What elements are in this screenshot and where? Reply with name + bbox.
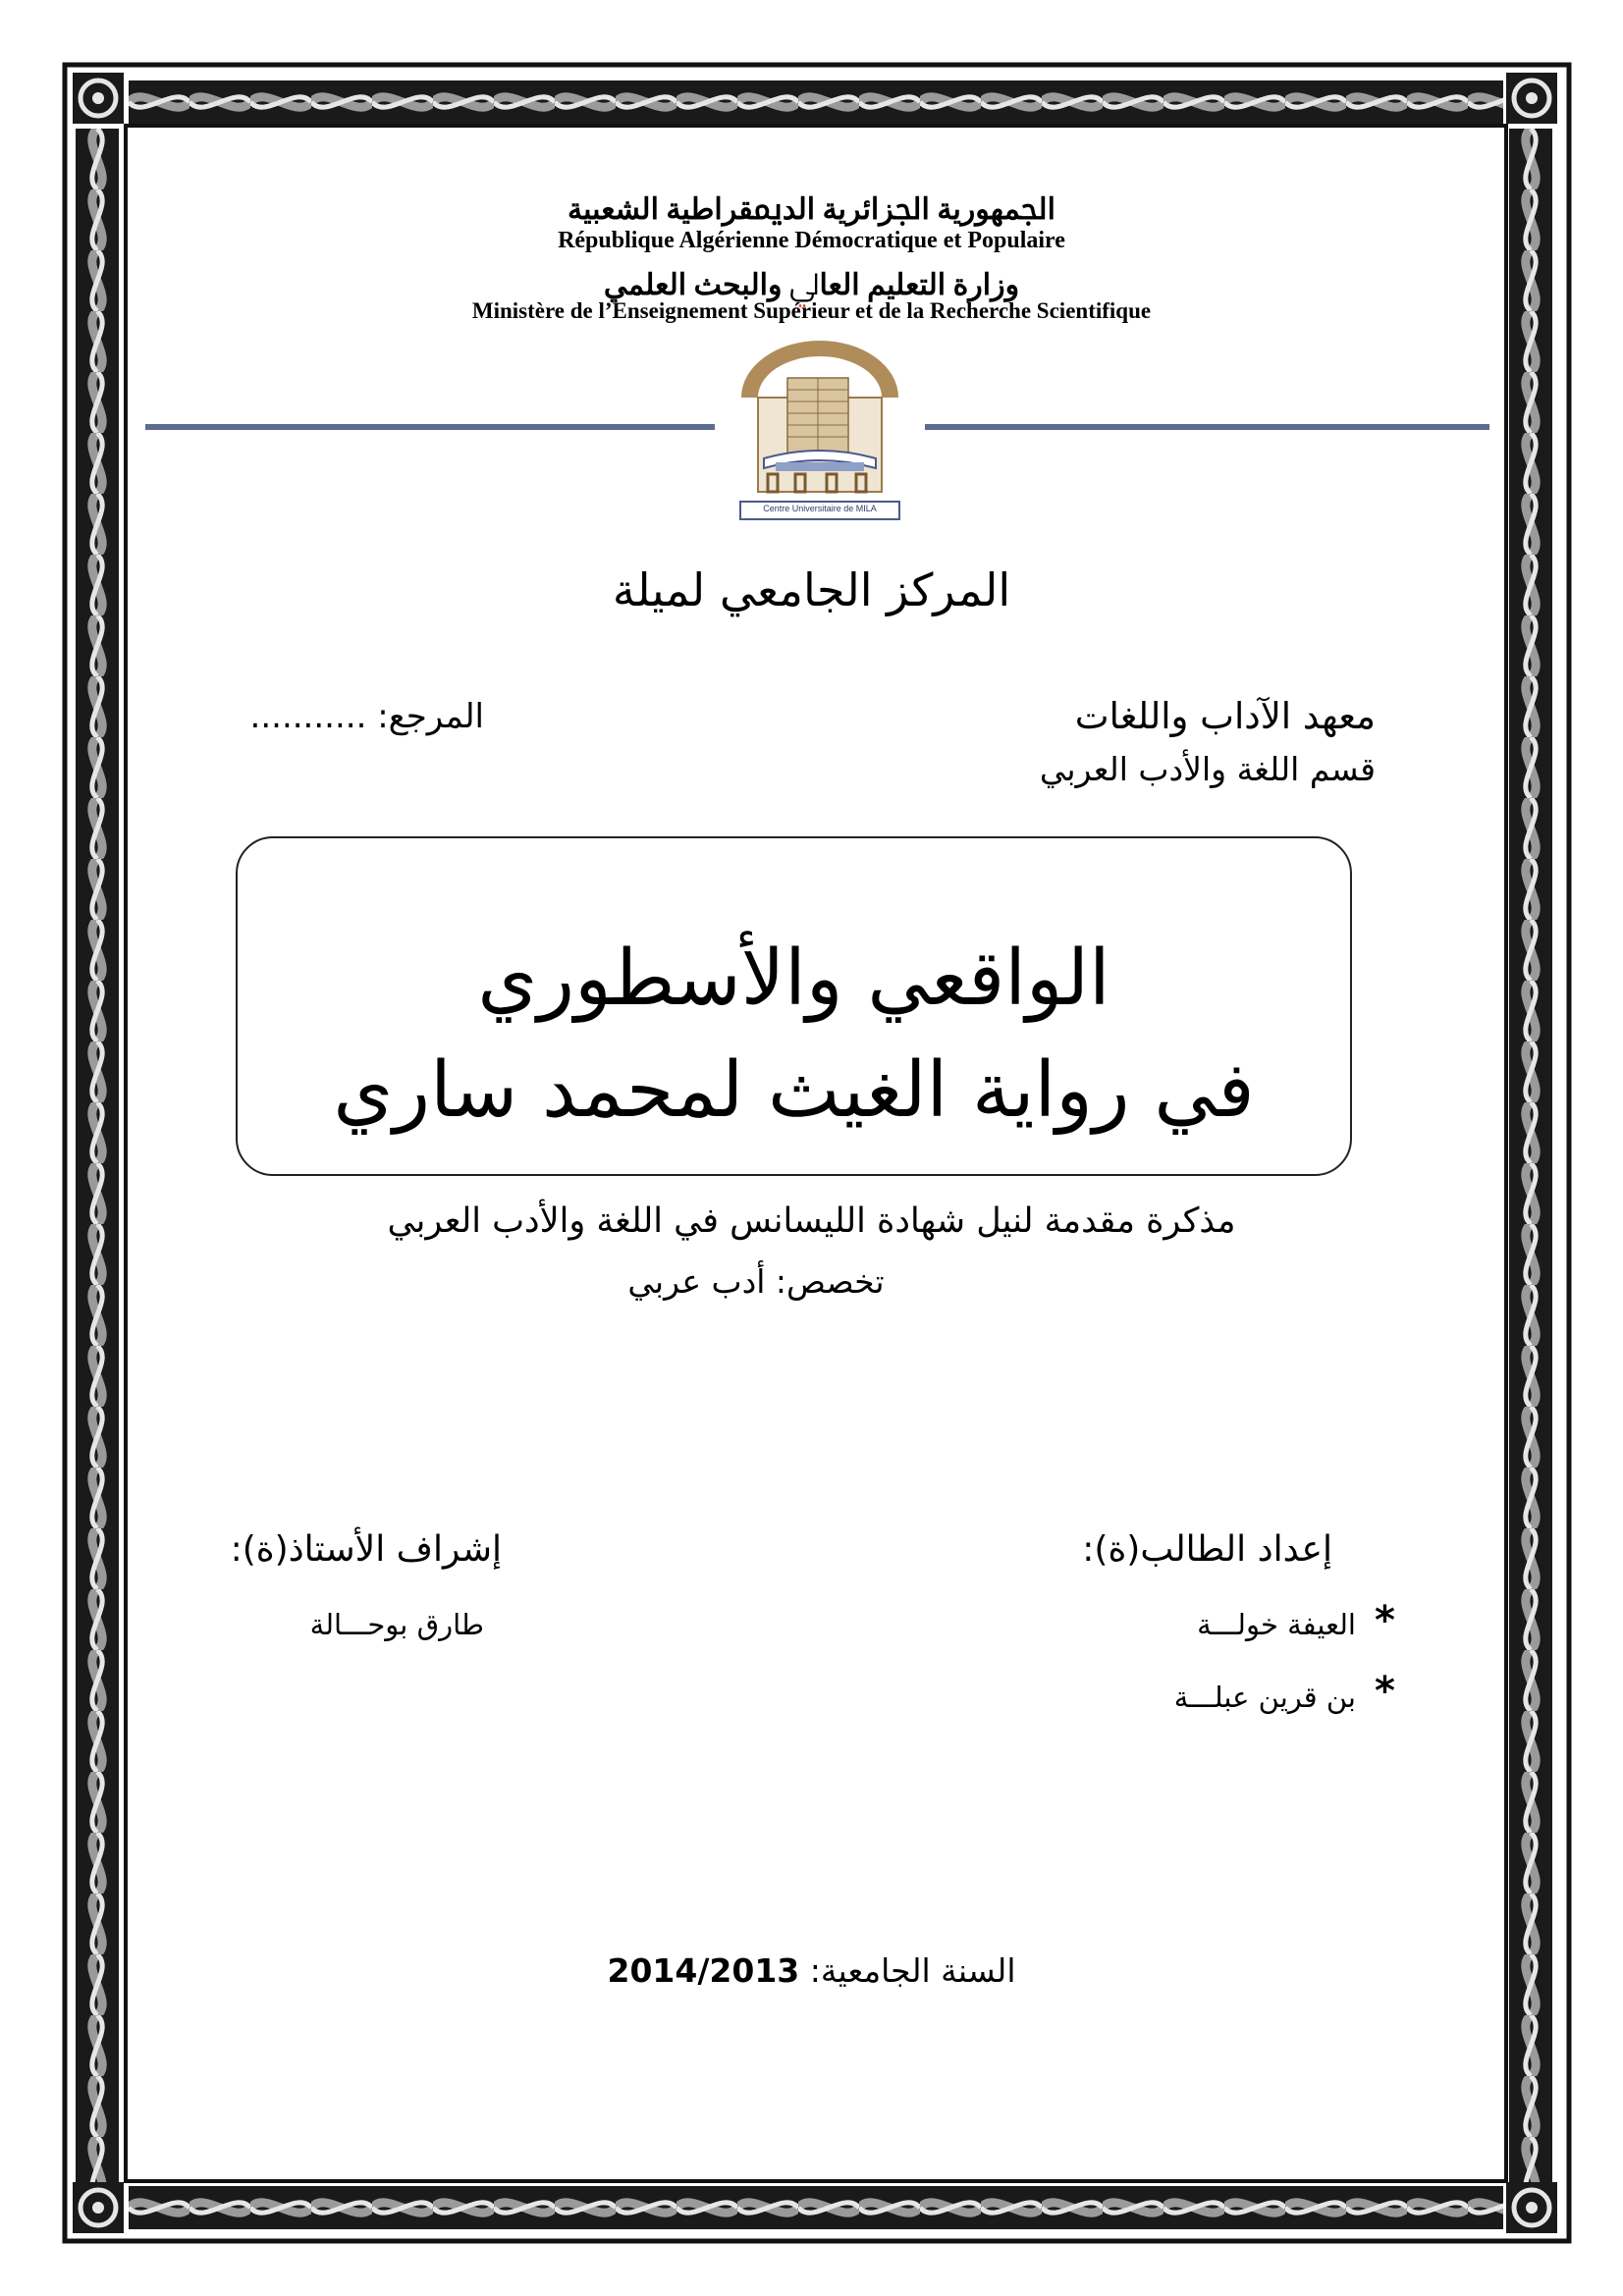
- academic-year-value: 2014/2013: [607, 1951, 800, 1990]
- circle-ornament-icon: [73, 73, 124, 124]
- university-building-logo: [736, 339, 903, 527]
- students-label: إعداد الطالب(ة):: [1082, 1529, 1332, 1570]
- specialty: تخصص: أدب عربي: [627, 1262, 885, 1301]
- department-name: قسم اللغة والأدب العربي: [1039, 750, 1376, 788]
- academic-year: [0, 1951, 1623, 1990]
- circle-ornament-icon: [1506, 73, 1557, 124]
- supervisor-label: إشراف الأستاذ(ة):: [230, 1529, 502, 1570]
- header-rule-right: [925, 424, 1489, 430]
- bullet-icon: *: [1375, 1669, 1395, 1714]
- reference-field: المرجع: ...........: [249, 697, 484, 736]
- student-name: بن قرين عبلـــة: [1173, 1681, 1356, 1714]
- thesis-title-line1: الواقعي والأسطوري: [477, 934, 1110, 1023]
- circle-ornament-icon: [73, 2182, 124, 2233]
- header-rule-left: [145, 424, 715, 430]
- bullet-icon: *: [1375, 1598, 1395, 1643]
- thesis-title-line2: في رواية الغيث لمحمد ساري: [333, 1046, 1255, 1135]
- thesis-purpose: مذكرة مقدمة لنيل شهادة الليسانس في اللغة والأدب العربي: [387, 1201, 1236, 1241]
- circle-ornament-icon: [1506, 2182, 1557, 2233]
- supervisor-name: طارق بوحـــالة: [309, 1608, 484, 1641]
- arabic-republic-line: ﺍﳉﻤﻬﻮﺭﻳﺔ ﺍﳉﺰﺍﺋﺮﻳﺔ ﺍﻟﺪﳝﻘﺮﺍﻃﻴﺔ ﺍﻟﺸﻌﺒﻴﺔ: [568, 193, 1055, 226]
- arabic-ministry-line: ﻭﺯﺍﺭﺓ ﺍﻟﺘﻌﻠﻴﻢ ﺍﻟﻌﺎﱄ ﻭﺍﻟﺒﺤﺚ ﺍﻟﻌﻠﻤﻲ: [603, 269, 1020, 301]
- academic-year-label: السنة الجامعية:: [809, 1951, 1016, 1990]
- center-name: المركز الجامعي لميلة: [612, 563, 1011, 616]
- republic-french: République Algérienne Démocratique et Populaire: [558, 228, 1065, 253]
- logo-caption: Centre Universitaire de MILA: [763, 504, 877, 513]
- ministry-french: Ministère de l’Enseignement Supérieur et de la Recherche Scientifique: [471, 298, 1152, 323]
- institute-name: معهد الآداب واللغات: [1074, 695, 1376, 737]
- student-name: العيفة خولـــة: [1197, 1608, 1356, 1641]
